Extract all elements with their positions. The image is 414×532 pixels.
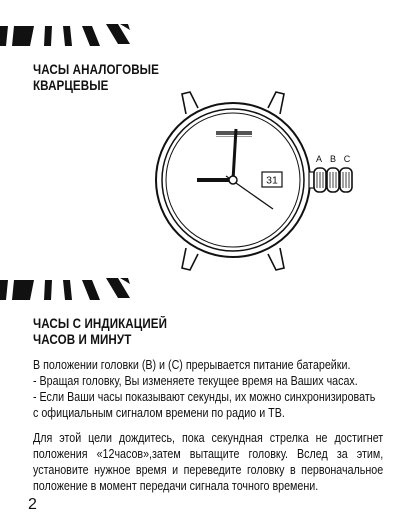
decorative-stripe-middle <box>0 274 140 304</box>
crown-label-a: A <box>315 154 323 164</box>
crown-position-c <box>340 168 352 192</box>
decorative-stripe-top <box>0 20 140 50</box>
crown-label-b: B <box>329 154 337 164</box>
crown-position-b <box>327 168 339 192</box>
paragraph-crown-positions <box>33 357 383 421</box>
section1-heading-line1: ЧАСЫ АНАЛОГОВЫЕ <box>33 62 159 77</box>
paragraph-line: установите нужное время и переведите головку в первоначальное <box>33 463 384 477</box>
section2-heading-line1: ЧАСЫ С ИНДИКАЦИЕЙ <box>33 316 168 331</box>
section1-heading <box>33 62 159 94</box>
paragraph-line: положения «12часов»,затем вытащите головку. Вслед за этим, <box>33 447 384 461</box>
brand-logo <box>216 131 252 137</box>
crown-position-a <box>314 168 326 192</box>
section2-heading <box>33 316 167 348</box>
paragraph-sync-instructions <box>33 430 383 494</box>
paragraph-line: - Если Ваши часы показывают секунды, их можно синхронизировать <box>33 390 376 404</box>
paragraph-line: положение в момент передачи сигнала точного времени. <box>33 479 319 493</box>
section1-heading-line2: КВАРЦЕВЫЕ <box>33 78 109 93</box>
paragraph-line: Для этой цели дождитесь, пока секундная стрелка не достигнет <box>33 431 384 445</box>
hand-pivot <box>229 176 237 184</box>
paragraph-line: - Вращая головку, Вы изменяете текущее время на Ваших часах. <box>33 374 358 388</box>
watch-illustration <box>150 88 365 278</box>
paragraph-line: с официальным сигналом времени по радио и ТВ. <box>33 406 285 420</box>
paragraph-line: В положении головки (B) и (C) прерывается питание батарейки. <box>33 358 351 372</box>
crown-label-c: C <box>343 154 351 164</box>
date-value: 31 <box>266 174 278 187</box>
page-number: 2 <box>28 496 37 513</box>
section2-heading-line2: ЧАСОВ И МИНУТ <box>33 332 132 347</box>
